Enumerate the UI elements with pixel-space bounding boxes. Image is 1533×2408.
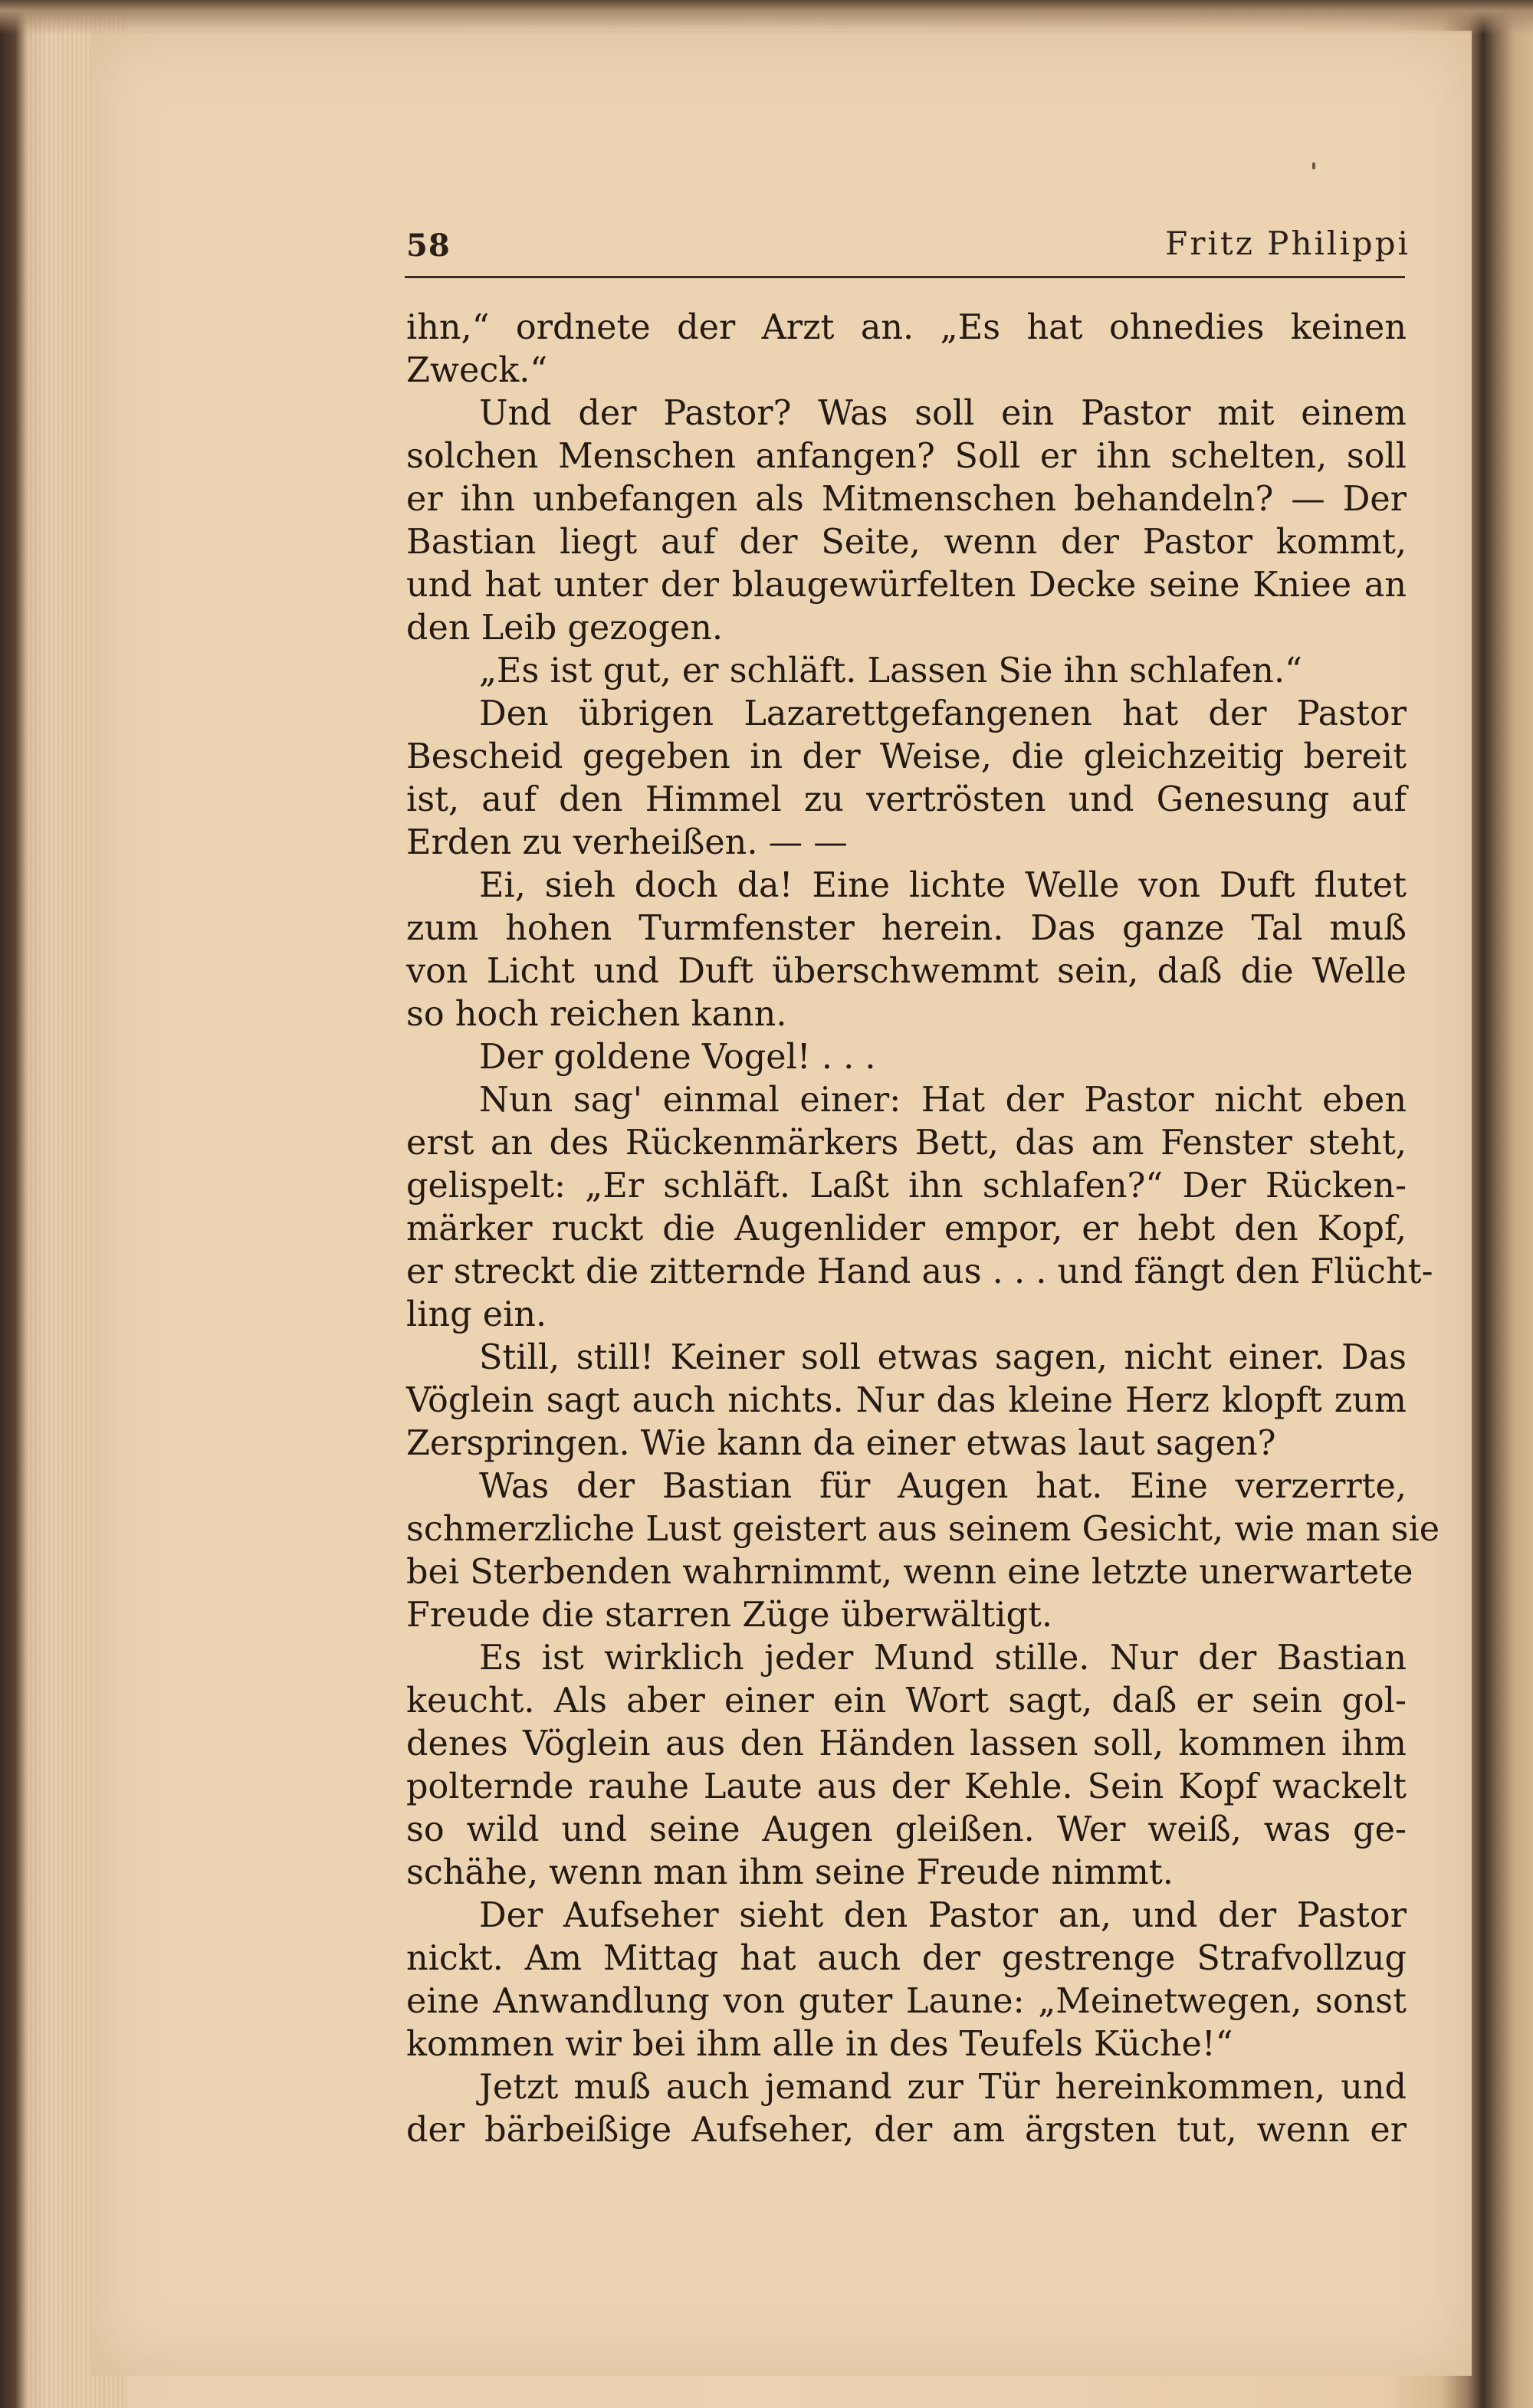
text-line: so wild und seine Augen gleißen. Wer weiß, was ge- xyxy=(406,1810,1407,1849)
text-line: Erden zu verheißen. — — xyxy=(406,823,848,862)
text-line: erst an des Rückenmärkers Bett, das am Fenster steht, xyxy=(406,1124,1407,1163)
text-line: den Leib gezogen. xyxy=(406,609,724,648)
text-line: „Es ist gut, er schläft. Lassen Sie ihn schlafen.“ xyxy=(479,651,1302,691)
text-line: Der Aufseher sieht den Pastor an, und der Pastor xyxy=(479,1896,1407,1935)
text-line: eine Anwandlung von guter Laune: „Meinetwegen, sonst xyxy=(406,1982,1407,2021)
body-text xyxy=(406,307,1440,2152)
text-line: ling ein. xyxy=(406,1295,547,1334)
text-line: gelispelt: „Er schläft. Laßt ihn schlafen?“ Der Rücken- xyxy=(406,1166,1407,1206)
text-line: Jetzt muß auch jemand zur Tür hereinkommen, und xyxy=(479,2068,1407,2107)
text-line: Bescheid gegeben in der Weise, die gleichzeitig bereit xyxy=(406,737,1407,776)
text-line: schmerzliche Lust geistert aus seinem Gesicht, wie man sie xyxy=(406,1510,1440,1549)
text-line: Zweck.“ xyxy=(406,351,548,390)
text-line: Den übrigen Lazarettgefangenen hat der Pastor xyxy=(479,694,1407,733)
page-number: 58 xyxy=(406,228,451,264)
text-line: Es ist wirklich jeder Mund stille. Nur der Bastian xyxy=(479,1639,1407,1678)
text-line: so hoch reichen kann. xyxy=(406,995,787,1034)
text-line: der bärbeißige Aufseher, der am ärgsten tut, wenn er xyxy=(406,2111,1407,2150)
text-line: solchen Menschen anfangen? Soll er ihn schelten, soll xyxy=(406,437,1407,476)
text-line: von Licht und Duft überschwemmt sein, daß die Welle xyxy=(406,952,1407,991)
text-line: er streckt die zitternde Hand aus . . . und fängt den Flücht- xyxy=(406,1252,1433,1291)
text-line: Freude die starren Züge überwältigt. xyxy=(406,1596,1053,1635)
header-rule xyxy=(405,276,1405,278)
page-header xyxy=(406,218,1410,280)
text-line: märker ruckt die Augenlider empor, er hebt den Kopf, xyxy=(406,1209,1407,1248)
text-line: Und der Pastor? Was soll ein Pastor mit einem xyxy=(479,394,1407,433)
paper-speck xyxy=(1312,162,1315,169)
text-line: Bastian liegt auf der Seite, wenn der Pastor kommt, xyxy=(406,523,1407,562)
text-line: Zerspringen. Wie kann da einer etwas laut sagen? xyxy=(406,1424,1276,1463)
text-line: zum hohen Turmfenster herein. Das ganze Tal muß xyxy=(406,909,1407,948)
text-line: Still, still! Keiner soll etwas sagen, nicht einer. Das xyxy=(479,1338,1407,1377)
text-line: Vöglein sagt auch nichts. Nur das kleine Herz klopft zum xyxy=(406,1381,1407,1420)
text-line: ihn,“ ordnete der Arzt an. „Es hat ohnedies keinen xyxy=(406,308,1407,347)
top-shadow xyxy=(0,0,1533,34)
text-line: keucht. Als aber einer ein Wort sagt, daß er sein gol- xyxy=(406,1681,1407,1721)
text-line: polternde rauhe Laute aus der Kehle. Sein Kopf wackelt xyxy=(406,1767,1407,1806)
text-line: Was der Bastian für Augen hat. Eine verzerrte, xyxy=(479,1467,1407,1506)
text-line: kommen wir bei ihm alle in des Teufels Küche!“ xyxy=(406,2025,1233,2064)
text-line: schähe, wenn man ihm seine Freude nimmt. xyxy=(406,1853,1174,1892)
text-line: Nun sag' einmal einer: Hat der Pastor nicht eben xyxy=(479,1081,1407,1120)
running-head: Fritz Philippi xyxy=(1165,225,1410,262)
text-line: ist, auf den Himmel zu vertrösten und Genesung auf xyxy=(406,780,1407,819)
text-line: Ei, sieh doch da! Eine lichte Welle von Duft flutet xyxy=(479,866,1407,905)
text-line: bei Sterbenden wahrnimmt, wenn eine letzte unerwartete xyxy=(406,1553,1413,1592)
text-line: er ihn unbefangen als Mitmenschen behandeln? — Der xyxy=(406,480,1407,519)
text-line: und hat unter der blaugewürfelten Decke seine Kniee an xyxy=(406,566,1407,605)
text-line: denes Vöglein aus den Händen lassen soll, kommen ihm xyxy=(406,1724,1407,1763)
text-line: Der goldene Vogel! . . . xyxy=(479,1038,876,1077)
text-line: nickt. Am Mittag hat auch der gestrenge Strafvollzug xyxy=(406,1939,1407,1978)
